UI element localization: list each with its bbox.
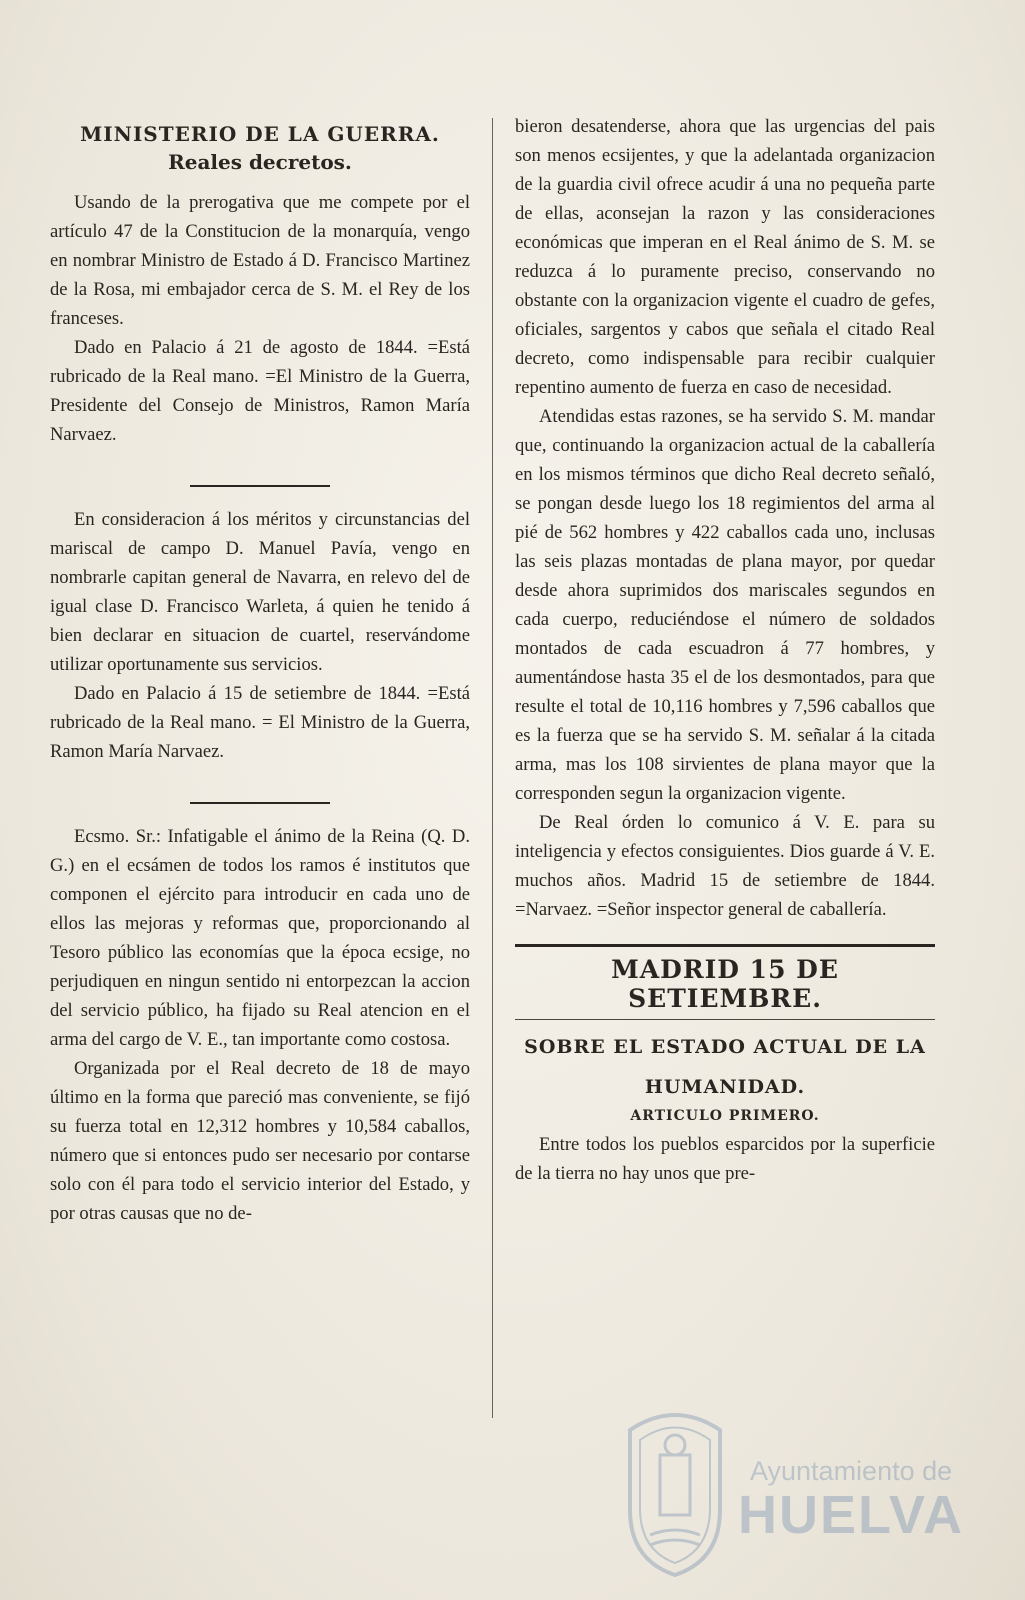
separator-rule xyxy=(515,944,935,947)
royal-order-body: Organizada por el Real decreto de 18 de mayo último en la forma que pareció mas conveniente, se fijó su fuerza total en 12,312 hombres y 10,584 caballos, número que si entonces pudo ser necesario por contarse solo con él para todo el servicio interior del Estado, y por otras causas que no de- xyxy=(50,1058,470,1224)
decree-1-text: Usando de la prerogativa que me compete por el artículo 47 de la Constitucion de la monarquía, vengo en nombrar Ministro de Estado á D. Francisco Martinez de la Rosa, mi embajador cerca de S. M. el Rey de los franceses. xyxy=(50,192,470,329)
royal-order-continued: bieron desatenderse, ahora que las urgencias del pais son menos ecsijentes, y que la adelantada organizacion de la guardia civil ofrece acudir á una no pequeña parte de ellas, aconsejan la razon y las consideraciones económicas que imperan en el Real ánimo de S. M. se reduzca á lo puramente preciso, conservando no obstante con la organizacion vigente el cuadro de gefes, oficiales, sargentos y cabos que señala el citado Real decreto, como indispensable para recibir cualquier repentino aumento de fuerza en caso de necesidad. xyxy=(515,116,935,398)
city-seal-icon xyxy=(610,1400,740,1580)
decree-2-signature: Dado en Palacio á 15 de setiembre de 1844. =Está rubricado de la Real mano. = El Ministro de la Guerra, Ramon María Narvaez. xyxy=(50,683,470,762)
watermark-line-2: HUELVA xyxy=(738,1485,964,1545)
royal-order-closing: De Real órden lo comunico á V. E. para su inteligencia y efectos consiguientes. Dios guarde á V. E. muchos años. Madrid 15 de setiembre de 1844. =Narvaez. =Señor inspector general de caballería. xyxy=(515,812,935,920)
royal-order-provisions: Atendidas estas razones, se ha servido S. M. mandar que, continuando la organizacion actual de la caballería en los mismos términos que dicho Real decreto señaló, se pongan desde luego los 18 regimientos del arma al pié de 562 hombres y 422 caballos cada uno, inclusas las seis plazas montadas de plana mayor, por quedar desde ahora suprimidos dos mariscales segundos en cada cuerpo, reduciéndose el número de soldados montados de cada escuadron á 77 hombres, y aumentándose hasta 35 el de los desmontados, para que resulte el total de 10,116 hombres y 7,596 caballos que es la fuerza que se ha servido S. M. señalar á la citada arma, mas los 108 sirvientes de plana mayor que la corresponden segun la organizacion vigente. xyxy=(515,406,935,804)
section-title: MINISTERIO DE LA GUERRA. xyxy=(80,122,440,146)
article-heading-line-1: SOBRE EL ESTADO ACTUAL DE LA xyxy=(524,1036,926,1058)
article-number: ARTICULO PRIMERO. xyxy=(630,1108,820,1124)
watermark-line-1: Ayuntamiento de xyxy=(750,1456,953,1486)
article-text: Entre todos los pueblos esparcidos por la superficie de la tierra no hay unos que pre- xyxy=(515,1134,935,1184)
separator-rule xyxy=(190,485,330,487)
right-column xyxy=(515,112,935,1188)
decree-2-text: En consideracion á los méritos y circunstancias del mariscal de campo D. Manuel Pavía, vengo en nombrarle capitan general de Navarra, en relevo del de igual clase D. Francisco Warleta, á quien he tenido á bien declarar en situacion de cuartel, reservándome utilizar oportunamente sus servicios. xyxy=(50,509,470,675)
column-divider xyxy=(492,118,493,1418)
article-heading-line-2: HUMANIDAD. xyxy=(644,1076,806,1098)
section-subtitle: Reales decretos. xyxy=(168,150,352,174)
decree-1-signature: Dado en Palacio á 21 de agosto de 1844. =Está rubricado de la Real mano. =El Ministro de la Guerra, Presidente del Consejo de Ministros, Ramon María Narvaez. xyxy=(50,337,470,445)
royal-order-intro: Ecsmo. Sr.: Infatigable el ánimo de la Reina (Q. D. G.) en el ecsámen de todos los ramos é institutos que componen el ejército para introducir en cada uno de ellos las mejoras y reformas que, proporcionando al Tesoro público las economías que la época ecsige, no perjudiquen en ningun sentido ni entorpezcan la accion del servicio público, ha fijado su Real atencion en el arma del cargo de V. E., tan importante como costosa. xyxy=(50,826,470,1050)
left-column xyxy=(50,112,470,1228)
separator-rule xyxy=(190,802,330,804)
separator-rule xyxy=(515,1019,935,1020)
archive-watermark xyxy=(610,1400,964,1580)
dateline-heading: MADRID 15 DE SETIEMBRE. xyxy=(611,955,839,1013)
